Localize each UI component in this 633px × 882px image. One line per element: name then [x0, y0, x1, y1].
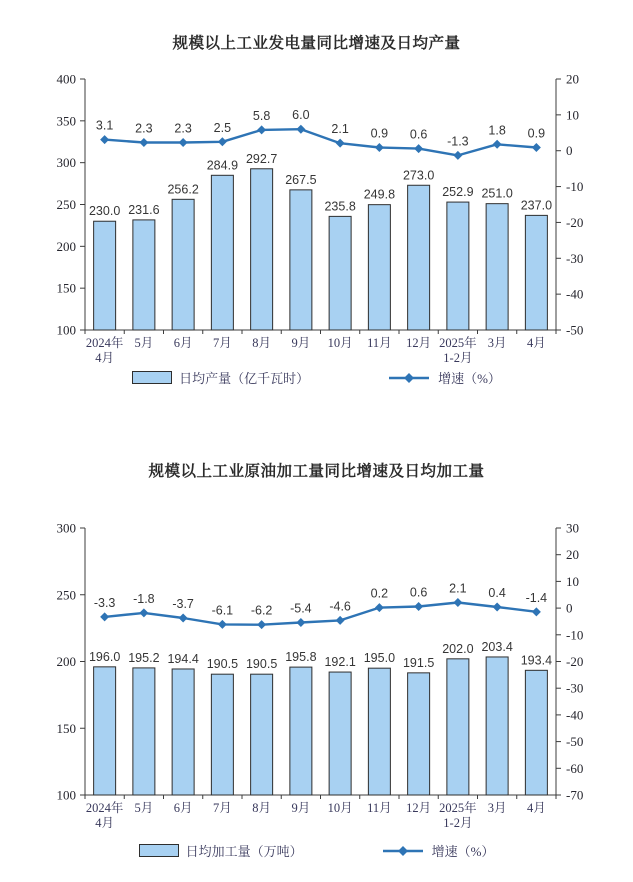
- x-axis-category-label: 10月: [327, 336, 353, 350]
- line-value-label: 2.5: [213, 120, 232, 135]
- data-point-marker: [493, 603, 502, 612]
- data-point-marker: [336, 139, 345, 148]
- line-swatch-icon: [387, 372, 431, 384]
- line-value-label: 0.4: [488, 586, 506, 601]
- data-point-marker: [179, 138, 188, 147]
- power-generation-chart-title: 规模以上工业发电量同比增速及日均产量: [172, 35, 461, 52]
- left-axis-tick-label: 350: [56, 113, 76, 129]
- data-point-marker: [257, 125, 266, 134]
- data-point-marker: [453, 151, 462, 160]
- x-axis-category-label: 6月: [173, 336, 193, 350]
- line-value-label: 1.8: [488, 123, 506, 138]
- x-axis-category-label: 2025年 1-2月: [439, 801, 477, 830]
- power-generation-chart-canvas: [0, 58, 633, 370]
- bars-series: [89, 640, 552, 795]
- legend-item-growth-rate: [381, 841, 495, 860]
- line-value-label: 5.8: [252, 108, 271, 123]
- right-axis-tick-label: 20: [566, 547, 579, 563]
- right-axis-tick-label: -30: [566, 250, 584, 266]
- data-point-marker: [139, 608, 148, 617]
- bar: [94, 221, 116, 330]
- bar-value-label: 230.0: [88, 204, 121, 219]
- x-axis-category-label: 8月: [252, 336, 272, 350]
- line-value-label: 2.1: [331, 122, 349, 137]
- left-axis-tick-label: 200: [56, 654, 76, 669]
- line-value-label: 2.1: [449, 581, 467, 596]
- data-point-marker: [218, 137, 227, 146]
- trend-line: [105, 603, 537, 625]
- data-point-marker: [493, 140, 502, 149]
- right-axis-tick-label: -40: [566, 707, 584, 723]
- left-axis-tick-label: 300: [56, 155, 76, 171]
- legend-item-growth-rate: [387, 368, 501, 387]
- bar-swatch-icon: [132, 371, 172, 384]
- bar-value-label: 202.0: [442, 641, 474, 656]
- line-value-label: -6.1: [211, 603, 234, 618]
- right-axis-tick-label: -10: [566, 627, 584, 643]
- bar-value-label: 237.0: [520, 198, 553, 213]
- data-point-marker: [100, 612, 109, 621]
- right-axis-tick-label: -60: [566, 760, 584, 776]
- legend-line-label: 增速（%）: [431, 844, 495, 859]
- x-axis-category-label: 8月: [252, 801, 272, 815]
- x-axis-category-label: 9月: [291, 336, 311, 350]
- right-axis-tick-label: -70: [566, 787, 584, 803]
- right-axis-tick-label: 10: [566, 573, 579, 589]
- bars-series: [89, 152, 552, 330]
- right-axis-tick-label: -40: [566, 286, 584, 302]
- line-value-label: 2.3: [174, 121, 192, 136]
- x-axis-category-label: 7月: [212, 336, 232, 350]
- left-axis-tick-label: 250: [56, 587, 76, 603]
- legend-bar-label: 日均产量（亿千瓦时）: [179, 371, 310, 386]
- bar: [368, 668, 390, 795]
- bar: [525, 215, 547, 330]
- x-axis-category-label: 5月: [134, 801, 154, 815]
- data-point-marker: [139, 138, 148, 147]
- data-point-marker: [532, 607, 541, 616]
- bar: [211, 674, 233, 795]
- x-axis-category-label: 9月: [291, 801, 311, 815]
- line-value-label: 2.3: [135, 121, 153, 136]
- bar-value-label: 284.9: [206, 158, 239, 173]
- bar: [329, 216, 351, 330]
- bar: [290, 667, 312, 795]
- bar-value-label: 203.4: [481, 639, 513, 654]
- data-point-marker: [296, 125, 305, 134]
- data-point-marker: [218, 620, 227, 629]
- right-axis-tick-label: -20: [566, 214, 584, 230]
- bar-value-label: 252.9: [442, 185, 474, 200]
- bar: [408, 185, 430, 330]
- right-axis-tick-label: 30: [566, 520, 579, 536]
- line-value-label: 3.1: [95, 118, 114, 133]
- bar-value-label: 192.1: [324, 655, 356, 670]
- bar-value-label: 193.4: [520, 653, 553, 668]
- left-axis-tick-label: 150: [56, 280, 76, 296]
- data-point-marker: [257, 620, 266, 629]
- legend-item-daily-output: [132, 368, 309, 387]
- bar-value-label: 251.0: [481, 186, 513, 201]
- x-axis-category-label: 2024年 4月: [85, 336, 124, 365]
- bar: [525, 670, 547, 795]
- crude-oil-processing-chart-canvas: [0, 508, 633, 838]
- right-axis-tick-label: 0: [566, 600, 573, 616]
- bar: [447, 202, 469, 330]
- line-value-label: -1.4: [525, 590, 548, 605]
- crude-oil-processing-chart-legend: [0, 841, 633, 860]
- data-point-marker: [375, 603, 384, 612]
- line-value-label: 0.9: [527, 126, 546, 141]
- bar-value-label: 195.0: [363, 651, 396, 666]
- left-axis-tick-label: 100: [56, 322, 76, 338]
- x-axis-labels: [86, 335, 546, 365]
- bar: [133, 668, 155, 795]
- data-point-marker: [453, 598, 462, 607]
- x-axis-category-label: 4月: [526, 336, 546, 350]
- data-point-marker: [296, 618, 305, 627]
- line-value-label: 0.6: [409, 585, 428, 600]
- bar: [211, 175, 233, 330]
- bar-value-label: 191.5: [402, 655, 435, 670]
- bar: [172, 669, 194, 795]
- right-axis-tick-label: -50: [566, 734, 584, 750]
- power-generation-chart-legend: [0, 368, 633, 387]
- bar-value-label: 256.2: [167, 182, 199, 197]
- line-value-label: -1.3: [447, 134, 469, 149]
- bar: [486, 204, 508, 330]
- x-axis-category-label: 12月: [406, 801, 432, 815]
- bar: [251, 674, 273, 795]
- line-value-label: -5.4: [290, 601, 312, 616]
- left-axis-tick-label: 250: [56, 197, 76, 212]
- x-axis-category-label: 11月: [367, 801, 392, 815]
- line-value-label: 0.6: [409, 127, 428, 142]
- x-axis-category-label: 11月: [367, 336, 392, 350]
- bar-value-label: 195.2: [128, 650, 160, 665]
- line-value-label: 6.0: [292, 108, 310, 123]
- bar: [290, 190, 312, 330]
- legend-bar-label: 日均加工量（万吨）: [185, 844, 303, 859]
- line-value-label: -4.6: [329, 599, 351, 614]
- bar-value-label: 190.5: [245, 657, 278, 672]
- right-axis-tick-label: 20: [566, 71, 579, 87]
- x-axis-labels: [86, 800, 546, 830]
- line-value-label: -1.8: [133, 591, 155, 606]
- x-axis-category-label: 2025年 1-2月: [439, 336, 477, 365]
- x-axis-category-label: 10月: [327, 801, 353, 815]
- left-axis-tick-label: 400: [56, 71, 76, 87]
- bar: [172, 199, 194, 330]
- bar-value-label: 292.7: [245, 151, 278, 166]
- right-axis-tick-label: -10: [566, 179, 584, 195]
- bar-value-label: 267.5: [285, 172, 317, 187]
- bar: [486, 657, 508, 795]
- left-axis-tick-label: 200: [56, 238, 76, 254]
- data-point-marker: [532, 143, 541, 152]
- left-axis-tick-label: 100: [56, 787, 76, 803]
- bar: [408, 673, 430, 795]
- data-point-marker: [179, 613, 188, 622]
- data-point-marker: [100, 135, 109, 144]
- data-point-marker: [414, 144, 423, 153]
- right-axis-tick-label: 0: [566, 143, 573, 159]
- x-axis-category-label: 6月: [173, 801, 193, 815]
- left-axis-tick-label: 150: [56, 720, 76, 736]
- data-point-marker: [414, 602, 423, 611]
- x-axis-category-label: 5月: [134, 336, 154, 350]
- bar-value-label: 273.0: [402, 168, 435, 183]
- bar-value-label: 190.5: [206, 657, 239, 672]
- left-axis-tick-label: 300: [56, 520, 76, 536]
- right-axis-tick-label: -20: [566, 654, 584, 669]
- line-value-label: -3.7: [172, 596, 194, 611]
- bar-value-label: 231.6: [128, 202, 160, 217]
- bar: [94, 667, 116, 795]
- bar-swatch-icon: [139, 844, 179, 857]
- data-point-marker: [375, 143, 384, 152]
- line-value-label: 0.2: [370, 586, 389, 601]
- legend-item-daily-processing: [139, 841, 303, 860]
- x-axis-category-label: 4月: [526, 801, 546, 815]
- bar: [251, 169, 273, 330]
- growth-rate-line-series: [96, 108, 545, 160]
- line-swatch-icon: [381, 845, 425, 857]
- right-axis-tick-label: -50: [566, 322, 584, 338]
- bar: [133, 220, 155, 330]
- crude-oil-processing-chart-title: 规模以上工业原油加工量同比增速及日均加工量: [148, 463, 485, 480]
- bar-value-label: 195.8: [285, 650, 317, 665]
- bar: [329, 672, 351, 795]
- line-value-label: 0.9: [370, 126, 389, 141]
- line-value-label: -6.2: [250, 603, 273, 618]
- legend-line-label: 增速（%）: [438, 371, 501, 386]
- x-axis-category-label: 7月: [212, 801, 232, 815]
- line-value-label: -3.3: [93, 595, 116, 610]
- bar-value-label: 249.8: [363, 187, 396, 202]
- bar-value-label: 235.8: [324, 199, 356, 214]
- x-axis-category-label: 12月: [406, 336, 432, 350]
- x-axis-category-label: 3月: [487, 336, 507, 350]
- right-axis-tick-label: -30: [566, 680, 584, 696]
- bar: [447, 659, 469, 795]
- trend-line: [105, 129, 537, 155]
- right-axis-tick-label: 10: [566, 107, 579, 123]
- bar: [368, 205, 390, 330]
- x-axis-category-label: 2024年 4月: [85, 801, 124, 830]
- bar-value-label: 196.0: [88, 649, 121, 664]
- x-axis-category-label: 3月: [487, 801, 507, 815]
- bar-value-label: 194.4: [167, 651, 199, 666]
- growth-rate-line-series: [94, 581, 547, 629]
- data-point-marker: [336, 616, 345, 625]
